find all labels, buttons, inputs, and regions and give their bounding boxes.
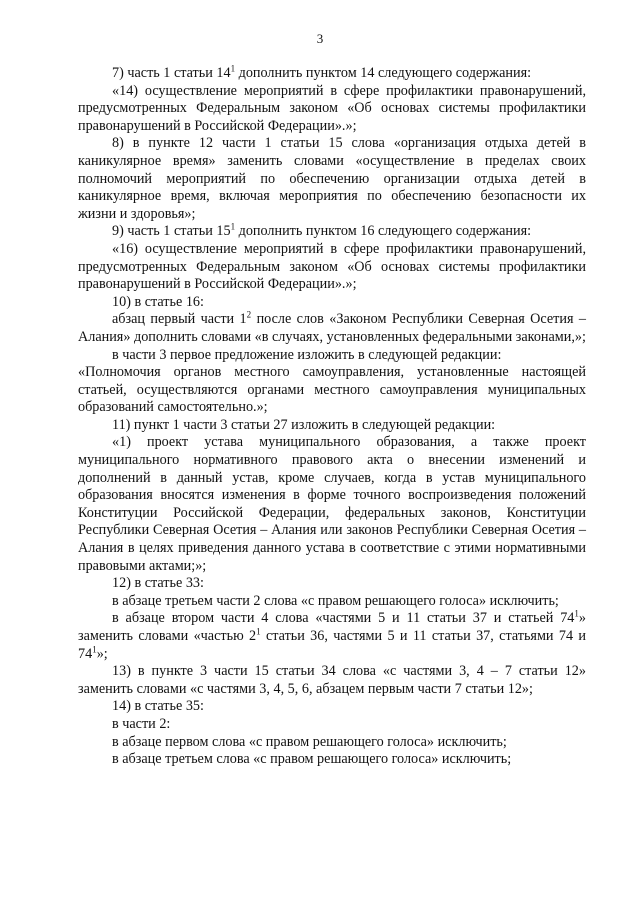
paragraph (78, 241, 586, 294)
paragraph (78, 610, 586, 663)
paragraph-text: в абзаце третьем слова «с правом решающего голоса» исключить; (112, 751, 512, 768)
paragraph-text: «16) осуществление мероприятий в сфере профилактики правонарушений, предусмотренных Федеральным законом «Об основах системы профилактики правонарушений в Российской Федерации».»; (78, 240, 586, 293)
paragraph-text: »; (96, 645, 108, 662)
paragraph (78, 135, 586, 223)
paragraph-text: 8) в пункте 12 части 1 статьи 15 слова «организация отдыха детей в каникулярное время» заменить словами «осуществление в пределах своих полномочий мероприятий по обеспечению организации отдыха детей в каникулярное время, включая мероприятия по обеспечению безопасности их жизни и здоровья»; (78, 135, 586, 222)
paragraph-text: дополнить пунктом 14 следующего содержания: (235, 65, 532, 81)
superscript: 1 (230, 221, 236, 232)
paragraph (78, 364, 586, 417)
paragraph-text: статьи 36, частями 5 и 11 статьи 37, статьями 74 и 74 (78, 628, 586, 662)
superscript: 1 (574, 608, 579, 619)
document-body (78, 65, 586, 769)
paragraph-text: » заменить словами «частью 2 (78, 610, 586, 644)
paragraph (78, 593, 586, 611)
paragraph-text: в абзаце первом слова «с правом решающего голоса» исключить; (112, 733, 507, 750)
paragraph-text: 9) часть 1 статьи 15 (112, 223, 231, 240)
paragraph-text: 14) в статье 35: (112, 698, 204, 715)
paragraph-text: 7) часть 1 статьи 14 (112, 65, 231, 81)
paragraph (78, 83, 586, 136)
paragraph-text: «1) проект устава муниципального образования, а также проект муниципального нормативного правового акта о внесении изменений и дополнений в данный устав, кроме случаев, когда в устав муниципального образования вносятся изменения в форме точного воспроизведения положений Конституции Российской Федерации, федеральных законов, Конституции Республики Северная Осетия – Алания или законов Республики Северная Осетия – Алания в целях приведения данного устава в соответствие с этими нормативными правовыми актами;»; (78, 434, 586, 574)
paragraph (78, 751, 586, 769)
paragraph-text: 11) пункт 1 части 3 статьи 27 изложить в следующей редакции: (112, 416, 496, 433)
paragraph-text: в части 3 первое предложение изложить в следующей редакции: (112, 346, 502, 363)
paragraph-text: в абзаце третьем части 2 слова «с правом решающего голоса» исключить; (112, 592, 559, 609)
paragraph-text: дополнить пунктом 16 следующего содержания: (235, 223, 532, 240)
paragraph-text: 10) в статье 16: (112, 293, 204, 310)
paragraph (78, 65, 586, 83)
paragraph-text: «14) осуществление мероприятий в сфере профилактики правонарушений, предусмотренных Федеральным законом «Об основах системы профилактики правонарушений в Российской Федерации».»; (78, 82, 586, 134)
paragraph-text: «Полномочия органов местного самоуправления, установленные настоящей статьей, осуществляются органами местного самоуправления муниципальных образований самостоятельно.»; (78, 364, 586, 416)
paragraph-text: абзац первый части 1 (112, 311, 247, 328)
paragraph (78, 716, 586, 734)
paragraph-text: 13) в пункте 3 части 15 статьи 34 слова «с частями 3, 4 – 7 статьи 12» заменить словами «с частями 3, 4, 5, 6, абзацем первым части 7 статьи 12»; (78, 663, 586, 697)
paragraph (78, 698, 586, 716)
paragraph-text: после слов «Законом Республики Северная Осетия – Алания» дополнить словами «в случаях, установленных федеральными законами,»; (78, 311, 586, 345)
paragraph (78, 734, 586, 752)
paragraph (78, 663, 586, 698)
paragraph-text: в части 2: (112, 715, 171, 732)
paragraph (78, 294, 586, 312)
page-number: 3 (316, 31, 324, 46)
paragraph (78, 575, 586, 593)
paragraph (78, 347, 586, 365)
superscript: 1 (230, 63, 236, 74)
paragraph (78, 434, 586, 575)
superscript: 1 (256, 626, 261, 637)
paragraph (78, 417, 586, 435)
paragraph-text: в абзаце втором части 4 слова «частями 5 и 11 статьи 37 и статьей 74 (112, 610, 575, 627)
paragraph (78, 223, 586, 241)
paragraph-text: 12) в статье 33: (112, 575, 204, 592)
superscript: 2 (246, 309, 252, 320)
paragraph (78, 311, 586, 346)
superscript: 1 (92, 643, 97, 654)
